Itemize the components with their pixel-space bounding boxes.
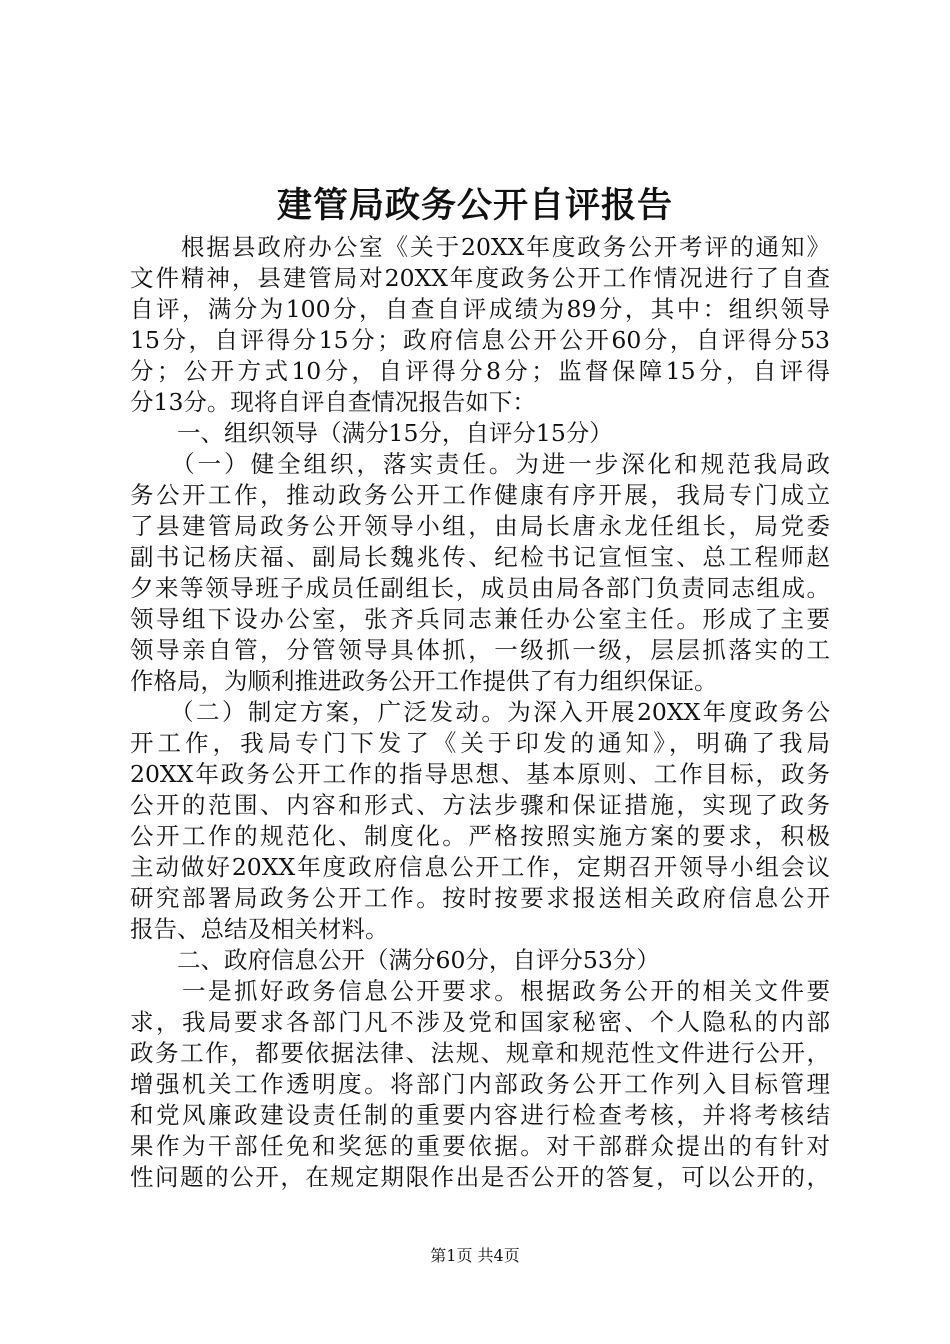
text-line: （一）健全组织，落实责任。为进一步深化和规范我局政 — [130, 450, 830, 478]
text-line: 副书记杨庆福、副局长魏兆传、纪检书记宣恒宝、总工程师赵 — [130, 543, 830, 571]
text-line: 夕来等领导班子成员任副组长，成员由局各部门负责同志组成。 — [130, 574, 830, 602]
text-line: 报告、总结及相关材料。 — [130, 915, 389, 943]
text-line: 作格局，为顺利推进政务公开工作提供了有力组织保证。 — [130, 667, 718, 695]
text-line: 和党风廉政建设责任制的重要内容进行检查考核，并将考核结 — [130, 1101, 830, 1129]
text-line: 公开工作的规范化、制度化。严格按照实施方案的要求，积极 — [130, 822, 830, 850]
document-body — [130, 232, 830, 1193]
text-line: 二、政府信息公开（满分60分，自评分53分） — [130, 946, 660, 974]
page-footer: 第1页 共4页 — [430, 1246, 520, 1265]
text-line: 文件精神，县建管局对20XX年度政务公开工作情况进行了自查 — [130, 264, 830, 292]
text-line: 果作为干部任免和奖惩的重要依据。对干部群众提出的有针对 — [130, 1132, 830, 1160]
text-line: 求，我局要求各部门凡不涉及党和国家秘密、个人隐私的内部 — [130, 1008, 830, 1036]
text-line: 领导组下设办公室，张齐兵同志兼任办公室主任。形成了主要 — [130, 605, 830, 633]
text-line: 分；公开方式10分，自评得分8分；监督保障15分，自评得 — [130, 357, 830, 385]
text-line: （二）制定方案，广泛发动。为深入开展20XX年度政务公 — [130, 698, 830, 726]
text-line: 领导亲自管，分管领导具体抓，一级抓一级，层层抓落实的工 — [130, 636, 830, 664]
text-line: 根据县政府办公室《关于20XX年度政务公开考评的通知》 — [130, 233, 830, 261]
text-line: 务公开工作，推动政务公开工作健康有序开展，我局专门成立 — [130, 481, 830, 509]
text-line: 政务工作，都要依据法律、法规、规章和规范性文件进行公开， — [130, 1039, 830, 1067]
text-line: 20XX年政务公开工作的指导思想、基本原则、工作目标，政务 — [130, 760, 830, 788]
text-line: 性问题的公开，在规定期限作出是否公开的答复，可以公开的， — [130, 1163, 830, 1191]
text-line: 公开的范围、内容和形式、方法步骤和保证措施，实现了政务 — [130, 791, 830, 819]
text-line: 研究部署局政务公开工作。按时按要求报送相关政府信息公开 — [130, 884, 830, 912]
text-line: 增强机关工作透明度。将部门内部政务公开工作列入目标管理 — [130, 1070, 830, 1098]
text-line: 开工作，我局专门下发了《关于印发的通知》，明确了我局 — [130, 729, 830, 757]
text-line: 主动做好20XX年度政府信息公开工作，定期召开领导小组会议 — [130, 853, 830, 881]
text-line: 15分，自评得分15分；政府信息公开公开60分，自评得分53 — [130, 326, 830, 354]
text-line: 分13分。现将自评自查情况报告如下： — [130, 388, 536, 416]
text-line: 一是抓好政务信息公开要求。根据政务公开的相关文件要 — [130, 977, 830, 1005]
text-line: 了县建管局政务公开领导小组，由局长唐永龙任组长，局党委 — [130, 512, 830, 540]
document-title: 建管局政务公开自评报告 — [276, 185, 673, 226]
text-line: 一、组织领导（满分15分，自评分15分） — [130, 419, 613, 447]
text-line: 自评，满分为100分，自查自评成绩为89分，其中：组织领导 — [130, 295, 830, 323]
